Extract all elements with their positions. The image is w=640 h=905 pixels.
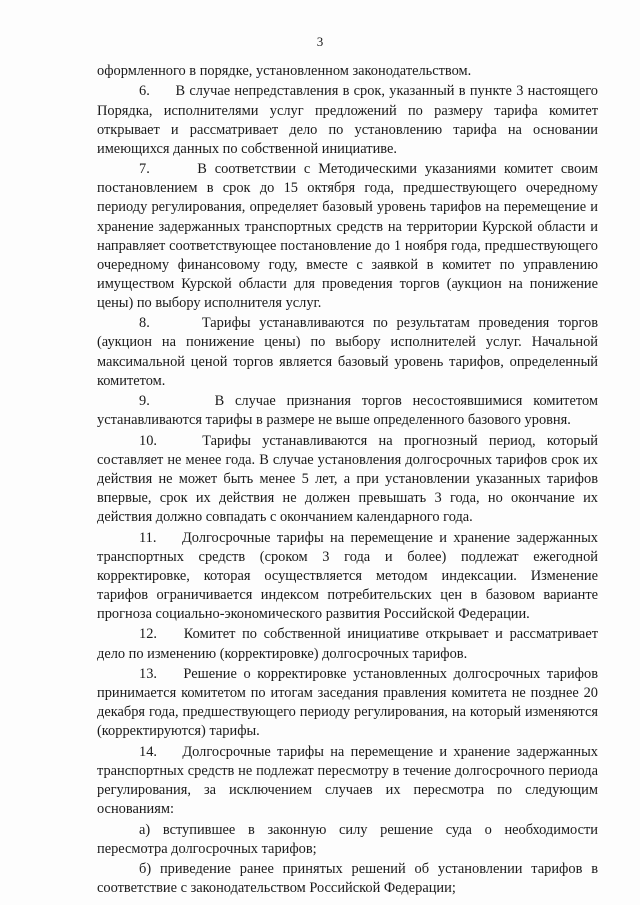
subitem-b: б) приведение ранее принятых решений об установлении тарифов в соответствие с законодательством Российской Федерации; (97, 861, 598, 897)
subitem-a: а) вступившее в законную силу решение суда о необходимости пересмотра долгосрочных тарифов; (97, 821, 598, 857)
page-number: 3 (316, 34, 324, 49)
paragraph-7: 7. В соответствии с Методическими указаниями комитет своим постановлением в срок до 15 октября года, предшествующего очередному периоду регулирования, определяет базовый уровень тарифов на перемещение и хранение задержанных транспортных средств на территории Курской области и направляет соответствующее постановление до 1 ноября года, предшествующего очередному финансовому году, вместе с заявкой в комитет по управлению имуществом Курской области для проведения торгов (аукцион на понижение цены) по выбору исполнителя услуг. (97, 161, 598, 311)
paragraph-9: 9. В случае признания торгов несостоявшимися комитетом устанавливаются тарифы в размере не выше определенного базового уровня. (97, 393, 598, 429)
paragraph-10: 10. Тарифы устанавливаются на прогнозный период, который составляет не менее года. В случае установления долгосрочных тарифов срок их действия не может быть менее 5 лет, а при установлении указанных тарифов впервые, срок их действия не должен превышать 3 года, но окончание их действия должно совпадать с окончанием календарного года. (97, 432, 598, 526)
paragraph-14: 14. Долгосрочные тарифы на перемещение и хранение задержанных транспортных средств не подлежат пересмотру в течение долгосрочного периода регулирования, за исключением случаев их пересмотра по следующим основаниям: (97, 743, 598, 818)
paragraph-6: 6. В случае непредставления в срок, указанный в пункте 3 настоящего Порядка, исполнителями услуг предложений по размеру тарифа комитет открывает и рассматривает дело по установлению тарифа на основании имеющихся данных по собственной инициативе. (97, 83, 598, 157)
paragraph-12: 12. Комитет по собственной инициативе открывает и рассматривает дело по изменению (корректировке) долгосрочных тарифов. (97, 626, 598, 662)
paragraph-continuation: оформленного в порядке, установленном законодательством. (97, 63, 472, 79)
paragraph-13: 13. Решение о корректировке установленных долгосрочных тарифов принимается комитетом по итогам заседания правления комитета не позднее 20 декабря года, предшествующего периоду регулирования, на который изменяются (корректируются) тарифы. (97, 666, 598, 740)
document-body (97, 62, 598, 900)
paragraph-8: 8. Тарифы устанавливаются по результатам проведения торгов (аукцион на понижение цены) по выбору исполнителей услуг. Начальной максимальной ценой торгов является базовый уровень тарифов, определенный комитетом. (97, 315, 598, 389)
paragraph-11: 11. Долгосрочные тарифы на перемещение и хранение задержанных транспортных средств (сроком 3 года и более) подлежат ежегодной корректировке, которая осуществляется методом индексации. Изменение тарифов ограничивается индексом потребительских цен в базовом варианте прогноза социально-экономического развития Российской Федерации. (97, 529, 598, 622)
